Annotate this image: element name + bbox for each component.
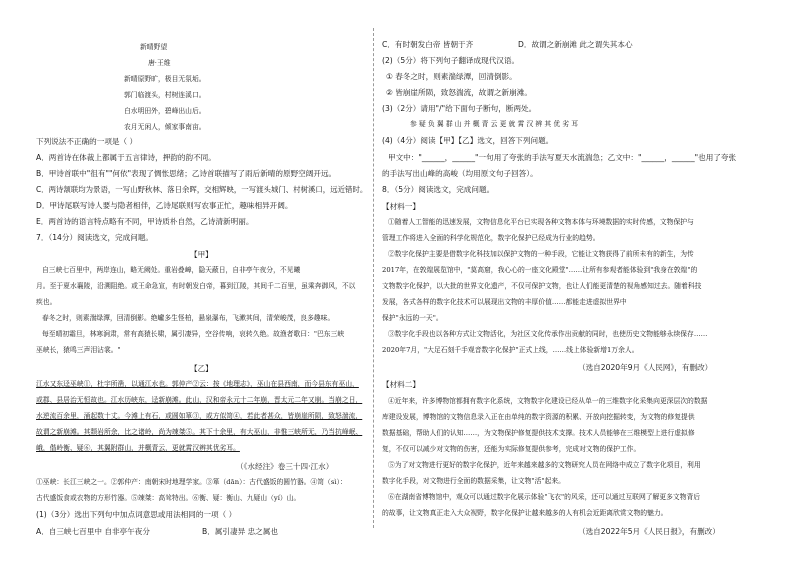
yi-para: 江水又东迳巫峡①，杜宇所凿，以通江水也。郭仲产②云：按《地理志》，巫山在县西南，而今县东有巫山，	[36, 380, 359, 388]
poem-title: 新晴野望	[140, 43, 168, 51]
material-2-source: （选自2022年5月《人民日报》，有删改）	[578, 527, 720, 536]
yi-para: 故谓之新崩滩。其颓岩所余，比之诸岭，尚为竦桀⑤。其下十余里，有大巫山，非惟三峡所无，乃当抗峰岷、	[36, 428, 363, 436]
option-a: A．自三峡七百里中 自非亭午夜分	[36, 527, 150, 536]
poem-line: 新晴原野旷，极目无氛垢。	[124, 75, 206, 83]
material-1-source: （选自2020年9月《人民网》，有删改）	[578, 363, 713, 372]
material-para: 发展，各式各样的数字化技术可以展现出文物的丰厚价值……都能走进虚拟世界中	[382, 298, 627, 306]
jia-para: 巫峡长，猿鸣三声泪沾裳。"	[36, 346, 121, 354]
material-para: 管理工作将进入全面的科学化规范化，数字化保护已经成为行业的趋势。	[382, 234, 600, 242]
jia-label: 【甲】	[190, 250, 213, 259]
option-a: A．两首诗在体裁上都属于五言律诗，押韵的韵不同。	[36, 153, 216, 162]
footnote: ①巫峡：长江三峡之一。②郭仲产：南朝宋时地理学家。③箪（dān）：古代盛饭的圆竹器。④笥（sì）：	[36, 478, 347, 486]
material-para: 数字化手段，对文物进行全面的数据采集，让文物"活"起来。	[382, 477, 565, 485]
question-stem: 下列说法不正确的一项是（ ）	[36, 137, 138, 146]
material-para: 库建设发展，博物馆的文物信息录入正在由单纯的数字资源的积累、开放向挖掘转变，为文物的修复提供	[382, 413, 695, 421]
source-note: （《水经注》卷三十四·江水）	[236, 462, 334, 471]
jia-para: 疾也。	[36, 298, 57, 306]
column-divider	[373, 28, 375, 528]
jia-para: 每至晴初霜旦，林寒涧肃，常有高猿长啸，属引凄异，空谷传响，哀转久绝。故渔者歌曰："巴东三峡	[42, 330, 345, 338]
material-para: 2020年7月，"大足石刻千手观音数字化保护"正式上线，……线上体验新增1万余人。	[382, 346, 639, 354]
option-c: C．两诗颔联均为景语，一写山野秋林、落日余晖，交相辉映，一写渡头城门、村树溪口，远近错时。	[36, 185, 368, 194]
material-para: 数据基础，帮助人们的认知……，为文物保护修复提供技术支撑。技术人员能够在三维模型上进行虚拟修	[382, 429, 695, 437]
right-column	[382, 0, 760, 562]
material-para: ⑥在湖南省博物馆中，观众可以通过数字化展示体验"飞衣"的风采，还可以通过互联网了解更多文物背后	[388, 493, 701, 501]
material-para: ②数字化保护主要是借数字化科技加以保护文物的一种手段，它能让文物获得了前所未有的新生，为传	[388, 250, 694, 258]
question-7: 7．（14分）阅读选文，完成问题。	[36, 233, 154, 242]
material-2-label: 【材料二】	[382, 380, 420, 389]
material-1-label: 【材料一】	[382, 202, 420, 211]
poem-line: 农月无闲人，倾家事南亩。	[124, 123, 206, 131]
yi-para: 水逆流百余里，涌起数十丈。今滩上有石，或圆如箪③，或方似笥④，若此者甚众，皆崩崖所陨，致怒湍流，	[36, 412, 363, 420]
material-para: 文物数字化保护，以大批的世界文化遗产，不仅可保护文物，也让人们能更清楚的视角感知过去。随着科技	[382, 282, 702, 290]
material-para: 保护"永远的一天"。	[382, 314, 443, 322]
footnote: 古代盛饭食或衣物的方形竹器。⑤竦桀：高耸特出。⑥衡、疑：衡山、九疑山（yí）山。	[36, 494, 301, 502]
question-7-3: (3)（2分）请用"/"给下面句子断句，断两处。	[382, 104, 537, 113]
jia-para: 月。至于夏水襄陵，沿溯阻绝。或王命急宣，有时朝发白帝，暮到江陵，其间千二百里，虽乘奔御风，不以	[36, 282, 356, 290]
translate-item-1: ① 春冬之时，则素湍绿潭，回清倒影。	[386, 72, 517, 81]
material-para: ⑤为了对文物进行更好的数字化保护，近年来越来越多的文物研究人员在网络中成立了数字化项目，利用	[388, 461, 701, 469]
translate-item-2: ② 皆崩崖所陨，致怒湍流，故谓之新崩滩。	[386, 88, 532, 97]
material-para: ④近年来，许多博物馆都拥有数字化系统，文物数字化建设已经从单一的三维数字化采集向更深层次的数据	[388, 397, 708, 405]
poem-line: 郭门临渡头，村树连溪口。	[124, 91, 206, 99]
material-para: 复，不仅可以减少对文物的伤害，还能为实际修复提供参考，完成对文物的保护工作。	[382, 445, 641, 453]
poem-author: 唐·王维	[148, 59, 171, 67]
option-d: D．故谓之新崩滩 此之谓失其本心	[518, 40, 633, 49]
question-7-2: (2)（5分）将下列句子翻译成现代汉语。	[382, 56, 520, 65]
jia-para: 自三峡七百里中，两岸连山，略无阙处。重岩叠嶂，隐天蔽日，自非亭午夜分，不见曦	[42, 266, 301, 274]
option-e: E．两首诗的语言特点略有不同，甲诗质朴自然，乙诗清新明丽。	[36, 217, 254, 226]
material-para: ①随着人工智能的迅速发展，文物信息化平台已实现各种文物本体与环境数据的实时传感，文物保护与	[388, 218, 694, 226]
jia-para: 春冬之时，则素湍绿潭，回清倒影。绝巘多生怪柏，悬泉瀑布，飞漱其间，清荣峻茂，良多趣味。	[42, 314, 335, 322]
material-para: 的故事，让文物真正走入大众视野，数字化保护让越来越多的人有机会近距离欣赏文物的魅力。	[382, 509, 668, 517]
question-7-1: (1)（3分）选出下列句中加点词意思或用法相同的一项（ ）	[36, 510, 237, 519]
option-c: C．有时朝发白帝 皆朝于齐	[382, 40, 474, 49]
fill-blank-line: 的手法写出山峰的高峻（均用原文句子回答）。	[382, 169, 538, 178]
material-para: 2017年，在敦煌展览馆中，"莫高窟，我心心的一座文化殿堂"……让所有参观者能体验到"我身在敦煌"的	[382, 266, 698, 274]
punctuate-sentence: 参 疑 负 翼 群 山 并 概 青 云 更 就 霄 汉 辨 其 优 劣 耳	[410, 120, 579, 128]
yi-label: 【乙】	[190, 364, 213, 373]
poem-line: 白水明田外，碧峰出山后。	[124, 107, 206, 115]
option-b: B．属引凄异 忠之属也	[202, 527, 278, 536]
question-8: 8．（5分）阅读选文，完成问题。	[382, 185, 495, 194]
option-d: D．甲诗尾联写诗人要与隐者相伴，乙诗尾联则写农事正忙，趣味相异开阔。	[36, 201, 293, 210]
option-b: B．甲诗首联中"徂有""何依"表现了惆怅思绪；乙诗首联描写了雨后新晴的原野空阔开远。	[36, 169, 337, 178]
left-column	[36, 0, 368, 562]
yi-para: 或郡、县居治无恒故也。江水历峡东，迳新崩滩。此山，汉和帝永元十二年崩，晋太元二年又崩。当崩之日，	[36, 396, 363, 404]
yi-para: 峨，偕岭衡、疑⑥，其翼附群山，并概青云，更就霄汉辨其优劣耳。	[36, 444, 240, 452]
question-7-4: (4)（4分）阅读【甲】【乙】选文，回答下列问题。	[382, 136, 554, 145]
fill-blank-line: 甲文中："______，______"一句用了夸张的手法写夏天水流湍急；乙文中："______，______"也用了夸张	[388, 153, 737, 162]
material-para: ③数字化手段也以各种方式让文物活化，为社区文化传承作出贡献的同时，也使历史文物能够永续保存……	[388, 330, 708, 338]
